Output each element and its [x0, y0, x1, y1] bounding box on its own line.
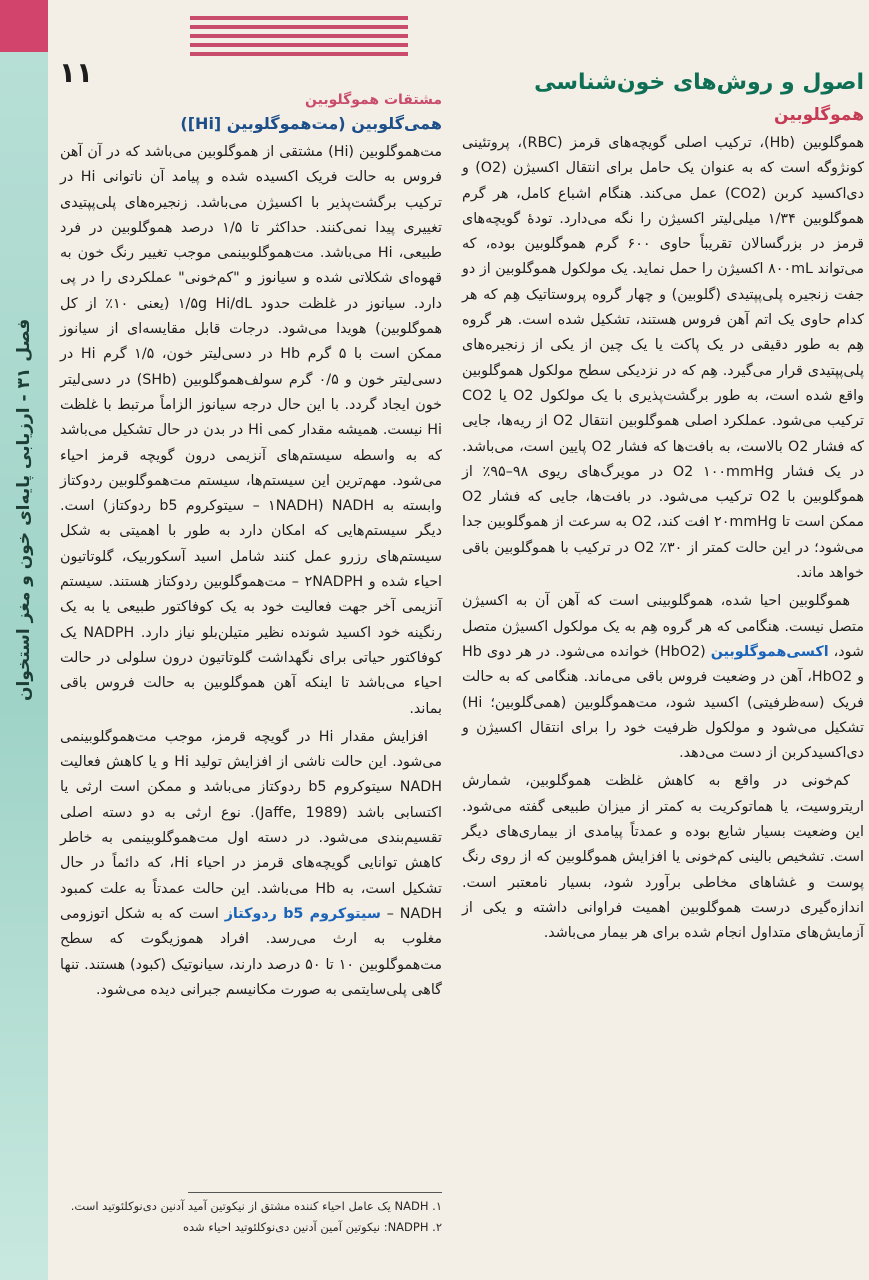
subsection-title: همی‌گلوبین (مت‌هموگلوبین [Hi]) — [180, 114, 442, 133]
footnote-2: ۲. NADPH: نیکوتین آمین آدنین دی‌نوکلئوتید احیاء شده — [183, 1220, 442, 1234]
page-number: ۱۱ — [58, 56, 94, 89]
footnote-rule — [188, 1192, 442, 1193]
side-strip — [0, 0, 48, 1280]
section-label: مشتقات هموگلوبین — [305, 92, 442, 108]
side-strip-accent — [0, 0, 48, 52]
footnotes — [60, 1196, 442, 1238]
footnote-1: ۱. NADH یک عامل احیاء کننده مشتق از نیکوتین آمید آدنین دی‌نوکلئوتید است. — [70, 1199, 442, 1213]
paragraph: هموگلوبین (Hb)، ترکیب اصلی گویچه‌های قرمز (RBC)، پروتئینی کونژوگه است که به عنوان یک حامل برای انتقال اکسیژن (O2) و دی‌اکسید کربن (CO2) عمل می‌کند. هنگام اشباع کامل، هر گرم هموگلوبین ۱/۳۴ میلی‌لیتر اکسیژن را نگه می‌دارد. تودهٔ گویچه‌های قرمز در بزرگسالان تقریباً حاوی ۶۰۰ گرم هموگلوبین بوده، که می‌تواند ۸۰۰mL اکسیژن را حمل نماید. یک مولکول هموگلوبین از دو جفت زنجیره پلی‌پپتیدی (گلوبین) و چهار گروه پروستاتیک هِم که هر کدام حاوی یک اتم آهن فروس هستند، تشکیل شده است. هر گروه هِم به طور دقیقی در یک پاکت یا یک چین از یکی از زنجیره‌های پلی‌پپتیدی قرار می‌گیرد. هِم که در نزدیکی سطح مولکول هموگلوبین واقع شده است، به طور برگشت‌پذیری با یک مولکول O2 یا CO2 ترکیب می‌شود. عملکرد اصلی هموگلوبین انتقال O2 از ریه‌ها، جایی که فشار O2 بالاست، به بافت‌ها که فشار O2 پایین است، می‌باشد. در یک فشار O2 ۱۰۰mmHg در مویرگ‌های ریوی ۹۸–۹۵٪ از هموگلوبین با O2 ترکیب می‌شود. در بافت‌ها، جایی که فشار O2 ممکن است تا ۲۰mmHg افت کند، O2 به سرعت از هموگلوبین جدا می‌شود؛ در این حالت کمتر از ۳۰٪ O2 در ترکیب با هموگلوبین باقی خواهد ماند. — [462, 135, 864, 582]
section-title-hemoglobin: هموگلوبین — [774, 105, 864, 125]
paragraph: افزایش مقدار Hi در گویچه قرمز، موجب مت‌هموگلوبینمی می‌شود. این حالت ناشی از افزایش تولید Hi و یا کاهش فعالیت NADH سیتوکروم b5 ردوکتاز می‌باشد و ممکن است ارثی یا اکتسابی باشد (Jaffe, 1989). نوع ارثی به دو دسته اصلی تقسیم‌بندی می‌شود. در دسته اول مت‌هموگلوبینمی به خاطر کاهش توانایی گویچه‌های قرمز در احیاء Hi، که دائماً در حال تشکیل است، به Hb می‌باشد. این حالت عمدتاً به علت کمبود NADH – سیتوکروم b5 ردوکتاز است که به شکل اتوزومی مغلوب به ارث می‌رسد. افراد هموزیگوت که سطح مت‌هموگلوبین ۱۰ تا ۵۰ درصد دارند، سیانوتیک (کبود) هستند. تنها گاهی پلی‌سایتمی به صورت مکانیسم جبرانی دیده می‌شود. — [60, 728, 442, 998]
term-oxyhemoglobin: اکسی‌هموگلوبین — [710, 643, 829, 660]
paragraph: کم‌خونی در واقع به کاهش غلظت هموگلوبین، شمارش اریتروسیت، یا هماتوکریت به کمتر از میزان طبیعی گفته می‌شود. این وضعیت بسیار شایع بوده و عمدتاً پیامدی از بیماری‌های دیگر است. تشخیص بالینی کم‌خونی یا افزایش هموگلوبین که از روی رنگ پوست و غشاهای مخاطی برآورد شود، بسیار نامعتبر است. اندازه‌گیری درست هموگلوبین اهمیت فراوانی داشته و یکی از آزمایش‌های متداول انجام شده برای هر بیمار می‌باشد. — [462, 773, 864, 942]
paragraph: هموگلوبین احیا شده، هموگلوبینی است که آهن آن به اکسیژن متصل نیست. هنگامی که هر گروه هِم به یک مولکول اکسیژن متصل شود، اکسی‌هموگلوبین (HbO2) خوانده می‌شود. در هر دوی Hb و HbO2، آهن در وضعیت فروس باقی می‌ماند. هنگامی که به حالت فریک (سه‌ظرفیتی) اکسید شود، مت‌هموگلوبین (همی‌گلوبین؛ Hi) تشکیل می‌شود و مولکول ظرفیت خود را برای انتقال اکسیژن و دی‌اکسیدکربن از دست می‌دهد. — [462, 593, 865, 762]
chapter-title: اصول و روش‌های خون‌شناسی — [534, 70, 864, 95]
chapter-side-title: فصل ۳۱ - ارزیابی پایه‌ای خون و مغز استخوان — [14, 318, 34, 702]
header-stripes — [190, 16, 408, 64]
paragraph: مت‌هموگلوبین (Hi) مشتقی از هموگلوبین می‌باشد که در آن آهن فروس به حالت فریک اکسیده شده و پیامد آن ناتوانی Hi در ترکیب برگشت‌پذیر با اکسیژن می‌باشد. زنجیره‌های پلی‌پپتیدی تغییری پیدا نمی‌کنند. حداکثر تا ۱/۵ درصد هموگلوبین در فرد طبیعی، Hi می‌باشد. مت‌هموگلوبینمی موجب تغییر رنگ خون به قهوه‌ای شکلاتی شده و سیانوز و "کم‌خونی" عملکردی را در پی دارد. سیانوز در غلظت حدود ۱/۵g Hi/dL (یعنی ۱۰٪ از کل هموگلوبین) هویدا می‌شود. درجات قابل مقایسه‌ای از سیانوز ممکن است با ۵ گرم Hb در دسی‌لیتر خون، ۱/۵ گرم Hi در دسی‌لیتر خون و ۰/۵ گرم سولف‌هموگلوبین (SHb) در دسی‌لیتر خون ایجاد گردد. با این حال درجه سیانوز الزاماً مرتبط با غلظت Hi نیست. همیشه مقدار کمی Hi در بدن در حال تشکیل می‌باشد که به واسطه سیستم‌های آنزیمی درون گویچه قرمز احیاء می‌شود. مهم‌ترین این سیستم‌ها، سیستم مت‌هموگلوبین ردوکتاز وابسته به NADH (۱NADH – سیتوکروم b5 ردوکتاز) است. دیگر سیستم‌هایی که امکان دارد به طور با اهمیتی به شکل سیستم‌های رزرو عمل کنند شامل اسید آسکوربیک، گلوتاتیون احیاء شده و ۲NADPH – مت‌هموگلوبین ردوکتاز هستند. سیستم آنزیمی آخر جهت فعالیت خود به یک کوفاکتور طبیعی یا به یک رنگینه خود اکسید شونده نظیر متیلن‌بلو نیاز دارد. NADPH یک کوفاکتور حیاتی برای نگهداشت گلوتاتیون درون سلولی در حالت احیاء می‌باشد تا اینکه آهن هموگلوبین به حالت فروس باقی بماند. — [60, 144, 443, 717]
right-column — [462, 65, 864, 950]
term-cytochrome-reductase: سیتوکروم b5 ردوکتاز — [224, 905, 381, 922]
left-column — [60, 90, 442, 1006]
